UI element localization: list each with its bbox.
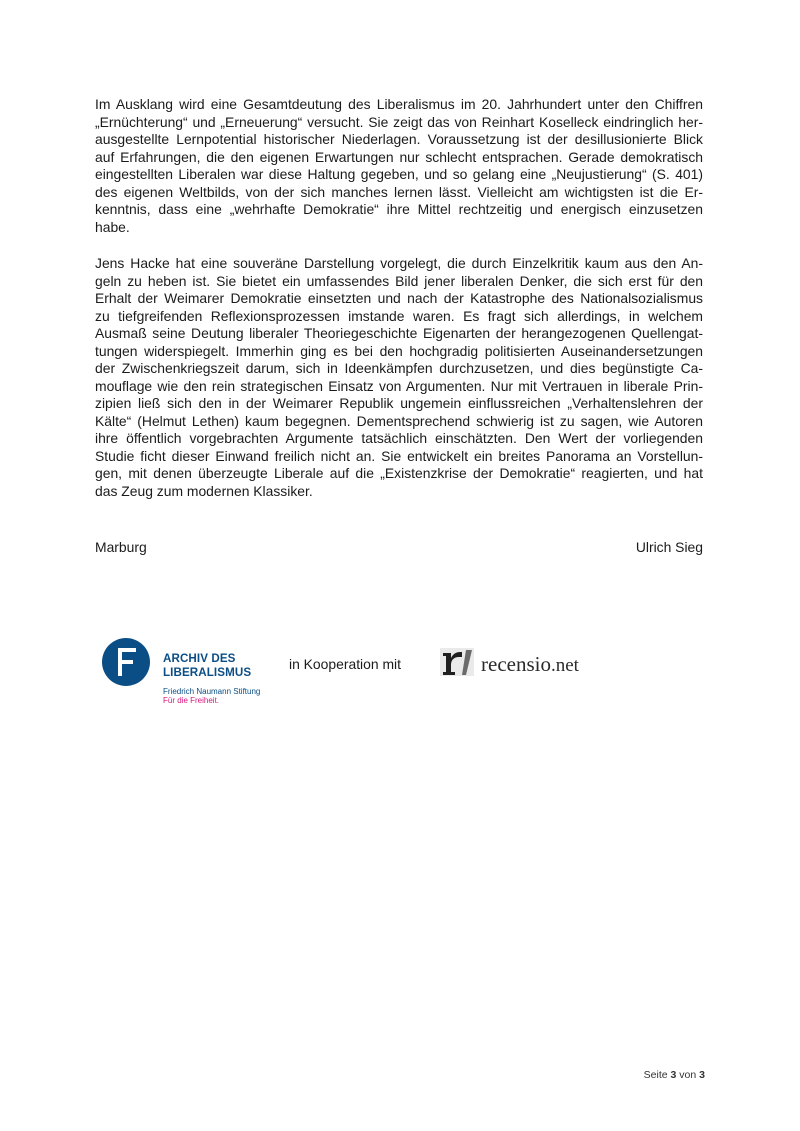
paragraph-2-line: Jens Hacke hat eine souveräne Darstellung vorgelegt, die durch Einzelkritik kaum aus den An-	[95, 255, 703, 271]
paragraph-2-line: ihre öffentlich vorgebrachten Argumente tatsächlich einschätzten. Den Wert der vorliegenden	[95, 430, 703, 446]
paragraph-1-line: „Ernüchterung“ und „Erneuerung“ versucht. Sie zeigt das von Reinhart Koselleck eindringlich her-	[95, 113, 703, 130]
paragraph-2-line: der Zwischenkriegszeit darum, sich in Ideenkämpfen durchzusetzen, und dies begünstigte Ca-	[95, 360, 703, 376]
foundation-name: Friedrich Naumann Stiftung	[163, 687, 261, 696]
paragraph-2-line: mouflage wie den rein strategischen Einsatz von Argumenten. Nur mit Vertrauen in liberale Prin-	[95, 377, 703, 394]
paragraph-1-line: eingestellten Liberalen war diese Haltung gegeben, und so gelang eine „Neujustierung“ (S. 401)	[95, 166, 703, 182]
paragraph-1-line: Im Ausklang wird eine Gesamtdeutung des Liberalismus im 20. Jahrhundert unter den Chiffren	[95, 96, 703, 112]
paragraph-1-line: habe.	[95, 218, 130, 235]
page-prefix: Seite	[643, 1069, 668, 1081]
paragraph-2-line: Studie ficht dieser Einwand freilich nicht an. Sie entwickelt ein breites Panorama an Vorstellun-	[95, 447, 703, 464]
archiv-line-2: LIBERALISMUS	[163, 665, 252, 679]
recensio-main: recensio	[481, 652, 551, 676]
signature-author: Ulrich Sieg	[635, 539, 703, 555]
paragraph-2-line: zu tiefgreifenden Reflexionsprozessen imstande waren. Es fragt sich allerdings, in welchem	[95, 307, 703, 324]
recensio-wordmark	[481, 652, 579, 678]
recensio-tld: .net	[550, 655, 579, 676]
paragraph-1-line: ausgestellte Lernpotential historischer Niederlagen. Voraussetzung ist der desillusionierte Blick	[95, 131, 703, 147]
cooperation-text: in Kooperation mit	[289, 656, 401, 672]
archiv-line-1: ARCHIV DES	[163, 652, 236, 665]
paragraph-2-line: Kälte“ (Helmut Lethen) kaum begegnen. Dementsprechend schwierig ist zu sagen, wie Autoren	[95, 412, 703, 429]
archiv-des-liberalismus-logo-icon	[101, 637, 151, 687]
signature-place: Marburg	[95, 539, 147, 555]
page-sep: von	[679, 1069, 697, 1081]
paragraph-1-line: auf Erfahrungen, die den eigenen Erwartungen nur schlecht entsprachen. Gerade demokratisch	[95, 148, 703, 165]
paragraph-2-line: Erhalt der Weimarer Demokratie einsetzten und nach der Katastrophe des Nationalsozialismus	[95, 290, 703, 306]
paragraph-2-line: geln zu heben ist. Sie bietet ein umfassendes Bild jener liberalen Denker, die sich erst für den	[95, 272, 703, 289]
archiv-name	[163, 652, 251, 679]
recensio-r-logo-icon	[440, 648, 474, 676]
paragraph-2-line: das Zeug zum modernen Klassiker.	[95, 482, 313, 499]
paragraph-1-line: kenntnis, dass eine „wehrhafte Demokratie“ ihre Mittel rechtzeitig und energisch einzusetzen	[95, 201, 703, 217]
paragraph-1-line: des eigenen Weltbilds, von der sich manches lernen lässt. Vielleicht am wichtigsten ist die Er-	[95, 183, 703, 200]
page-total: 3	[699, 1069, 705, 1081]
foundation-slogan: Für die Freiheit.	[163, 696, 220, 705]
paragraph-2-line: gen, mit denen überzeugte Liberale auf die „Existenzkrise der Demokratie“ reagierten, und hat	[95, 465, 703, 481]
page-number	[644, 1069, 705, 1081]
paragraph-2-line: zipien ließ sich den in der Weimarer Republik ungemein einflussreichen „Verhaltenslehren der	[95, 395, 703, 411]
paragraph-2-line: tungen widerspiegelt. Immerhin ging es bei den hochgradig politisierten Auseinandersetzungen	[95, 342, 703, 359]
paragraph-2-line: Ausmaß seine Deutung liberaler Theoriegeschichte Eigenarten der herangezogenen Quellengat-	[95, 325, 703, 341]
page-current: 3	[670, 1069, 677, 1081]
